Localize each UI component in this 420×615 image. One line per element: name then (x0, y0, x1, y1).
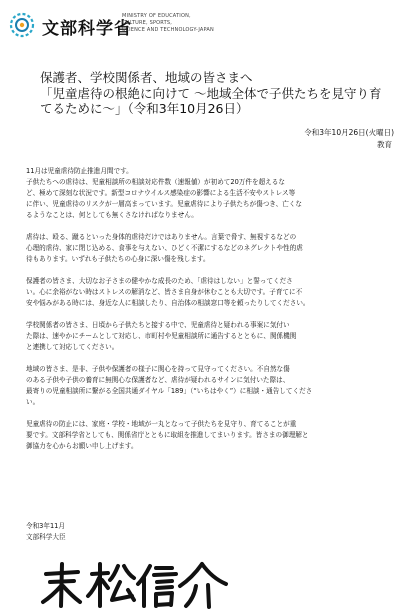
closing-date: 令和3年11月 (26, 522, 65, 530)
text-line: 御協力を心からお願い申し上げます。 (26, 442, 138, 450)
message-body (26, 166, 398, 463)
page-title (40, 70, 400, 117)
ministry-header (0, 0, 420, 56)
paragraph (26, 320, 398, 353)
paragraph (26, 166, 398, 221)
text-line: い。 (26, 398, 40, 406)
organization: 教育 (377, 140, 392, 149)
text-line: るようなことは、何としても無くさなければなりません。 (26, 211, 198, 219)
text-line: のある子供や子供の養育に無関心な保護者など、虐待が疑われるサインに気付いた際は、 (26, 376, 290, 384)
text-line: い。心に余裕がない時はストレスの解消など、皆さま自身が休むことも大切です。子育てに不 (26, 288, 303, 296)
paragraph (26, 419, 398, 452)
text-line: 子供たちへの虐待は、児童相談所の相談対応件数（速報値）が初めて20万件を超えるな (26, 178, 285, 186)
closing-block (26, 521, 66, 543)
text-line: 児童虐待の防止には、家庭・学校・地域が一丸となって子供たちを見守り、育てることが重 (26, 420, 297, 428)
paragraph (26, 276, 398, 309)
text-line: た際は、速やかにチームとして対応し、市町村や児童相談所に通告するとともに、関係機関 (26, 332, 297, 340)
text-line: 地域の皆さま、是非、子供や保護者の様子に関心を持って見守ってください。不自然な傷 (26, 365, 290, 373)
paragraph (26, 364, 398, 408)
text-line: 最寄りの児童相談所に繋がる全国共通ダイヤル「189」（“いちはやく”）に相談・通告してくださ (26, 387, 313, 395)
title-line: 保護者、学校関係者、地域の皆さまへ (40, 70, 253, 85)
title-line: 「児童虐待の根絶に向けて ～地域全体で子供たちを見守り育 (40, 85, 382, 101)
text-line: 待もあります。いずれも子供たちの心身に深い傷を残します。 (26, 255, 210, 263)
title-line: てるために～」（令和3年10月26日） (40, 101, 249, 116)
ministry-name: 文部科学省 (42, 19, 132, 39)
ministry-english-name: MINISTRY OF EDUCATION, CULTURE, SPORTS, SCIENCE AND TECHNOLOGY-JAPAN (122, 13, 214, 33)
text-line: ど、極めて深刻な状況です。新型コロナウイルス感染症の影響による生活不安やストレス等 (26, 189, 296, 197)
text-line: 11月は児童虐待防止推進月間です。 (26, 167, 133, 175)
text-line: 要です。文部科学省としても、関係省庁とともに取組を推進してまいります。皆さまの御理解と (26, 431, 309, 439)
text-line: に伴い、児童虐待のリスクが一層高まっています。児童虐待により子供たちが傷つき、亡くな (26, 200, 303, 208)
text-line: 安や悩みがある時には、身近な人に相談したり、自治体の相談窓口等を頼ったりしてください。 (26, 299, 310, 307)
text-line: 学校関係者の皆さま、日頃から子供たちと接する中で、児童虐待と疑われる事案に気付い (26, 321, 290, 329)
text-line: 心理的虐待、家に閉じ込める、食事を与えない、ひどく不潔にするなどのネグレクトや性的虐 (26, 244, 303, 252)
text-line: 虐待は、殴る、蹴るといった身体的虐待だけではありません。言葉で脅す、無視するなどの (26, 233, 297, 241)
text-line: と連携して対応してください。 (26, 343, 119, 351)
publish-date: 令和3年10月26日(火曜日) (304, 128, 394, 137)
text-line: 保護者の皆さま、大切なお子さまの健やかな成長のため、「虐待はしない」と誓ってくださ (26, 277, 293, 285)
minister-title: 文部科学大臣 (26, 533, 66, 541)
ministry-logo-icon (8, 11, 36, 39)
paragraph (26, 232, 398, 265)
minister-signature (40, 560, 230, 610)
